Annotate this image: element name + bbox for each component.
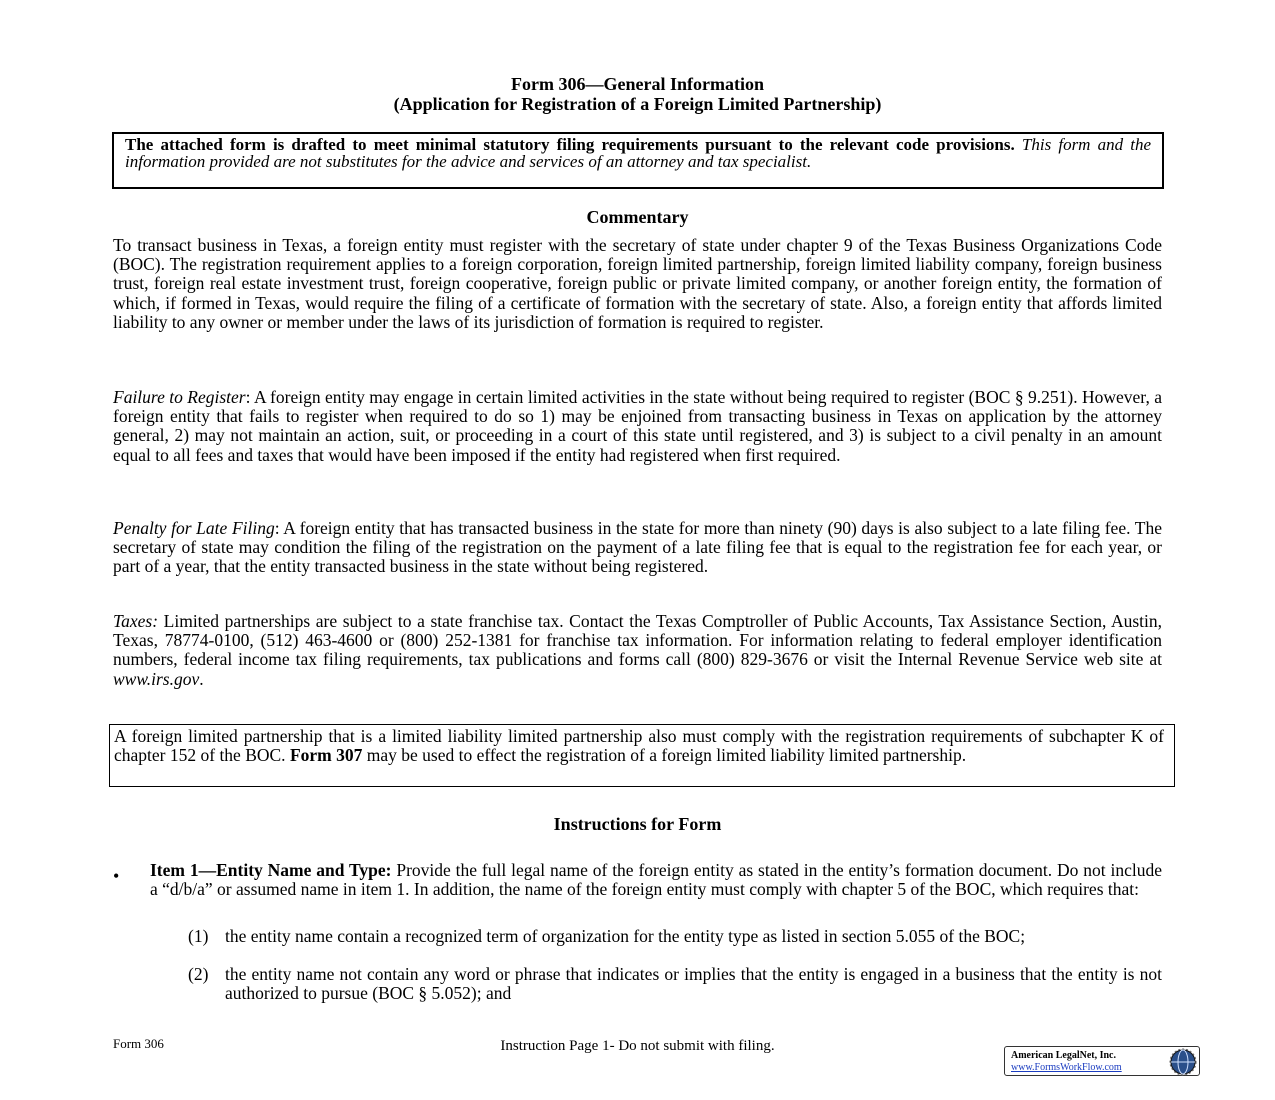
taxes-text: Limited partnerships are subject to a state franchise tax. Contact the Texas Comptroller of Public Accounts, Tax Assistance Section, Austin, Texas, 78774-0100, (512) 463-4600 or (800) 252-1381 for franchise tax information. For information relating to federal employer identification numbers, federal income tax filing requirements, tax publications and forms call (800) 829-3676 or visit the Internal Revenue Service web site at: [113, 611, 1162, 670]
llp-text-after: may be used to effect the registration of a foreign limited liability limited partnership.: [362, 745, 967, 765]
bullet-icon: •: [113, 866, 120, 886]
logo-company-name: American LegalNet, Inc.: [1011, 1050, 1116, 1061]
penalty-paragraph: [113, 519, 1162, 577]
commentary-heading: Commentary: [586, 207, 689, 227]
penalty-text: : A foreign entity that has transacted business in the state for more than ninety (90) days is also subject to a late filing fee. The secretary of state may condition the filing of the registration on the payment of a late filing fee that is equal to the registration fee for each year, or part of a year, that the entity transacted business in the state without being registered.: [113, 518, 1163, 577]
notice-bold-text: The attached form is drafted to meet minimal statutory filing requirements pursuant to the relevant code provisions.: [125, 135, 1015, 154]
sub-item: [188, 965, 1162, 1003]
american-legalnet-logo[interactable]: [1004, 1046, 1200, 1076]
taxes-paragraph: [113, 612, 1162, 689]
sub-item-number: (2): [188, 964, 209, 984]
globe-icon: [1169, 1048, 1197, 1076]
notice-italic-text: This form and the information provided are not substitutes for the advice and services of an attorney and tax specialist.: [125, 135, 1152, 171]
taxes-end: .: [199, 668, 204, 689]
sub-item: [188, 927, 1162, 946]
item-1-instruction: [150, 861, 1162, 899]
title-line-2: (Application for Registration of a Foreign Limited Partnership): [393, 94, 882, 114]
llp-text-before: A foreign limited partnership that is a limited liability limited partnership also must comply with the registration requirements of subchapter K of chapter 152 of the BOC.: [114, 726, 1164, 765]
irs-link[interactable]: www.irs.gov: [113, 668, 200, 689]
penalty-label: Penalty for Late Filing: [113, 518, 275, 538]
footer-form-number: Form 306: [113, 1036, 164, 1051]
failure-text: : A foreign entity may engage in certain limited activities in the state without being required to register (BOC § 9.251). However, a foreign entity that fails to register when required to do so 1) may be enjoined from transacting business in Texas on application by the attorney general, 2) may not maintain an action, suit, or proceeding in a court of this state until registered, and 3) is subject to a civil penalty in an amount equal to all fees and taxes that would have been imposed if the entity had registered when first required.: [113, 387, 1163, 465]
sub-item-text: the entity name contain a recognized term of organization for the entity type as listed in section 5.055 of the BOC;: [225, 926, 1026, 946]
item-1-text: Provide the full legal name of the foreign entity as stated in the entity’s formation document. Do not include a “d/b/a” or assumed name in item 1. In addition, the name of the foreign entity must comply with chapter 5 of the BOC, which requires that:: [150, 860, 1162, 900]
instructions-heading: Instructions for Form: [553, 814, 722, 834]
page-title: [0, 74, 1275, 114]
title-line-1: Form 306—General Information: [511, 74, 764, 94]
llp-notice-box: [109, 724, 1175, 787]
sub-item-number: (1): [188, 926, 209, 946]
notice-box: [112, 132, 1164, 189]
item-1-label: Item 1—Entity Name and Type:: [150, 860, 392, 880]
failure-label: Failure to Register: [113, 387, 246, 407]
commentary-paragraph-1: To transact business in Texas, a foreign entity must register with the secretary of state under chapter 9 of the Texas Business Organizations Code (BOC). The registration requirement applies to a foreign corporation, foreign limited partnership, foreign limited liability company, foreign business trust, foreign real estate investment trust, foreign cooperative, foreign public or private limited company, or another foreign entity, the formation of which, if formed in Texas, would require the filing of a certificate of formation with the secretary of state. Also, a foreign entity that affords limited liability to any owner or member under the laws of its jurisdiction of formation is required to register.: [113, 235, 1162, 332]
logo-url-link[interactable]: www.FormsWorkFlow.com: [1011, 1062, 1122, 1073]
taxes-label: Taxes:: [113, 611, 159, 631]
footer-page-note: Instruction Page 1- Do not submit with filing.: [500, 1038, 775, 1054]
sub-item-text: the entity name not contain any word or phrase that indicates or implies that the entity is engaged in a business that the entity is not authorized to pursue (BOC § 5.052); and: [225, 964, 1162, 1004]
form-307-ref: Form 307: [289, 745, 363, 765]
failure-to-register-paragraph: [113, 388, 1162, 465]
